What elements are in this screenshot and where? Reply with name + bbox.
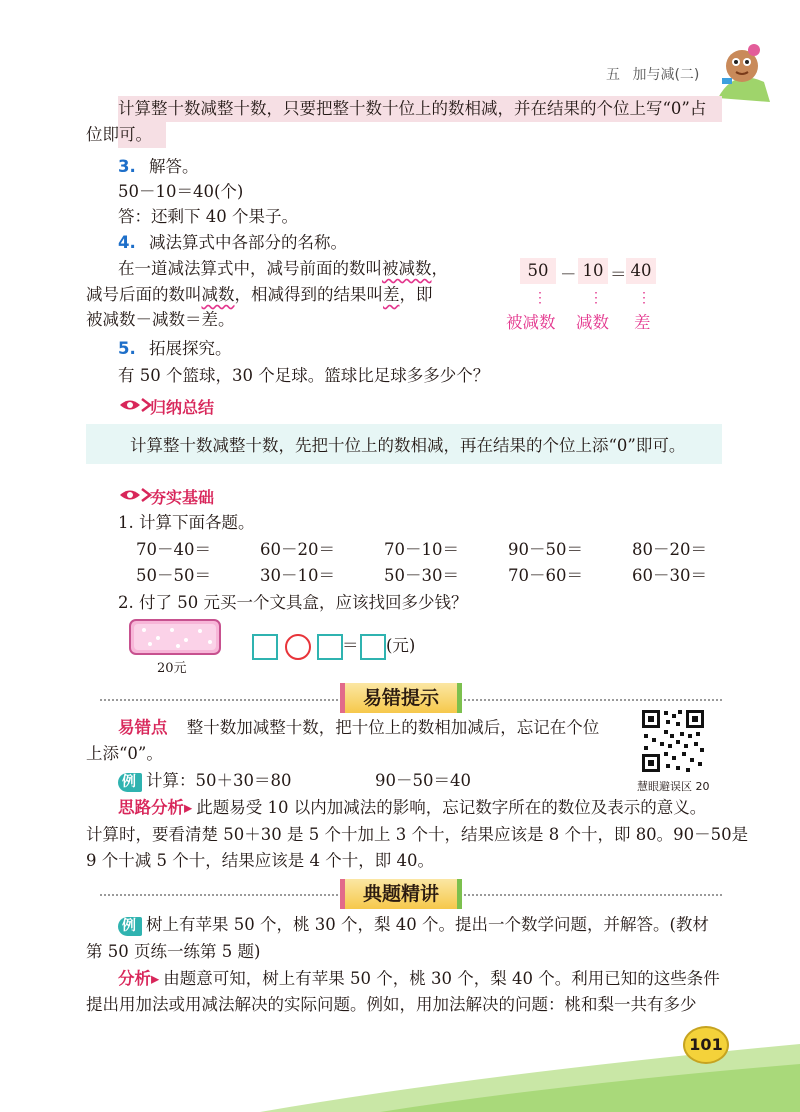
term-minuend: 被减数 [382,259,432,278]
example-text: 第 50 页练一练第 5 题) [86,942,261,961]
eye-icon [118,396,152,414]
example-text: 计算：50＋30＝80 [146,771,292,790]
section-banner: 典题精讲 [340,879,462,909]
minuend-box: 50 [520,258,556,284]
question-text: 1. 计算下面各题。 [118,513,255,532]
chapter-title: 加与减(二) [632,67,700,83]
question-text: 有 50 个篮球，30 个足球。篮球比足球多多少个？ [118,366,490,385]
definition-line: 被减数－减数＝差。 [86,310,235,329]
calc-item: 90－50＝ [508,540,583,559]
answer-box[interactable] [360,634,386,660]
analysis-text: 此题易受 10 以内加减法的影响，忘记数字所在的数位及表示的意义。 [196,798,707,817]
calc-item: 80－20＝ [632,540,707,559]
subtraction-diagram [500,258,670,338]
equals-sign: ＝ [610,265,627,284]
answer-box[interactable] [317,634,343,660]
question-number: 3. [118,157,136,176]
calc-item: 50－50＝ [136,566,211,585]
calc-item: 30－10＝ [260,566,335,585]
calc-item: 70－10＝ [384,540,459,559]
question-4-heading [118,234,347,252]
example [118,916,709,936]
calc-item: 60－20＝ [260,540,335,559]
qr-caption: 慧眼避误区 20 [637,780,710,793]
question-text: 2. 付了 50 元买一个文具盒，应该找回多少钱？ [118,593,468,612]
error-point [118,719,599,737]
analysis [118,970,720,988]
footer-wave [0,1034,800,1112]
section-heading: 夯实基础 [150,488,215,507]
calc-item: 60－30＝ [632,566,707,585]
dots: ⋮ [533,290,547,306]
eye-icon [118,486,152,504]
answer: 答：还剩下 40 个果子。 [118,207,298,226]
pencil-case-icon [128,618,222,656]
example-tag: 例 [118,773,142,792]
difference-box: 40 [626,258,656,284]
error-point-text: 整十数加减整十数，把十位上的数相加减后，忘记在个位 [186,718,600,737]
minus-sign: － [560,265,577,284]
equals-sign: ＝ [342,636,359,655]
question-3-heading [118,158,199,176]
label-minuend: 被减数 [506,313,556,332]
label-difference: 差 [634,313,651,332]
term-subtrahend: 减数 [201,285,235,304]
error-point-label: 易错点 [118,718,168,737]
definition-line: 减号后面的数叫减数，相减得到的结果叫差，即 [86,285,433,304]
arrow-icon: ▸ [184,798,193,817]
example-text: 树上有苹果 50 个，桃 30 个，梨 40 个。提出一个数学问题，并解答。(教材 [146,915,709,934]
question-title: 解答。 [149,157,199,176]
example-tag: 例 [118,917,142,936]
dots: ⋮ [589,290,603,306]
answer-box[interactable] [252,634,278,660]
label-subtrahend: 减数 [576,313,609,332]
calc-item: 50－30＝ [384,566,459,585]
chapter-number: 五 [606,67,620,83]
running-header [606,64,699,84]
intro-line: 计算整十数减整十数，只要把整十数十位上的数相减，并在结果的个位上写“0”占 [118,99,707,118]
arrow-icon: ▸ [151,969,160,988]
definition-line: 在一道减法算式中，减号前面的数叫被减数， [118,259,448,278]
section-heading: 归纳总结 [150,398,215,417]
calc-item: 70－40＝ [136,540,211,559]
analysis-label: 思路分析 [118,798,184,817]
analysis-text: 计算时，要看清楚 50＋30 是 5 个十加上 3 个十，结果应该是 8 个十，即 80。90－50是 [86,825,749,844]
analysis-text: 提出用加法或用减法解决的实际问题。例如，用加法解决的问题：桃和梨一共有多少 [86,995,697,1014]
price-label: 20元 [157,661,187,676]
equation: 50－10＝40(个) [118,182,244,201]
qr-code-icon[interactable] [640,708,706,774]
example [118,772,292,792]
question-title: 拓展探究。 [149,339,232,358]
term-difference: 差 [383,285,400,304]
question-number: 5. [118,339,136,358]
calc-item: 70－60＝ [508,566,583,585]
page-number-badge [683,1026,729,1064]
summary-text: 计算整十数减整十数，先把十位上的数相减，再在结果的个位上添“0”即可。 [130,436,686,455]
mascot-icon [714,38,770,102]
subtrahend-box: 10 [578,258,608,284]
error-point-text: 上添“0”。 [86,744,163,763]
question-title: 减法算式中各部分的名称。 [149,233,347,252]
dots: ⋮ [637,290,651,306]
analysis-text: 9 个十减 5 个十，结果应该是 4 个十，即 40。 [86,851,434,870]
question-5-heading [118,340,232,358]
operator-circle[interactable] [285,634,311,660]
analysis-label: 分析 [118,969,151,988]
unit-label: (元) [386,636,416,655]
intro-line: 位即可。 [86,125,152,144]
example-text: 90－50＝40 [375,771,471,790]
analysis-text: 由题意可知，树上有苹果 50 个，桃 30 个，梨 40 个。利用已知的这些条件 [163,969,720,988]
section-banner: 易错提示 [340,683,462,713]
page-number: 101 [689,1035,723,1054]
analysis [118,799,706,817]
question-number: 4. [118,233,136,252]
